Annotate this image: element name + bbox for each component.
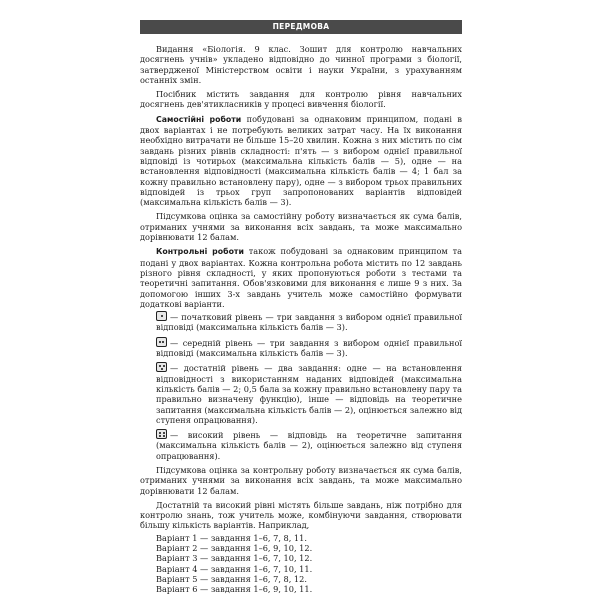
level-sufficient (140, 362, 462, 425)
preface-page (140, 20, 462, 598)
level-medium-text: — середній рівень — три завдання з вибором однієї правильної відповіді (максимальна кількість балів — 3). (156, 337, 462, 359)
list-item: Варіант 6 — завдання 1–6, 9, 10, 11. (156, 584, 313, 595)
list-item: Варіант 4 — завдання 1–6, 7, 10, 11. (156, 563, 313, 574)
preface-text (140, 44, 462, 595)
independent-summary: Підсумкова оцінка за самостійну роботу визначається як сума балів, отриманих учнями за виконання всіх завдань, та може максимально дорівнювати 12 балам. (140, 211, 462, 243)
page-title: ПЕРЕДМОВА (140, 20, 462, 34)
level-initial-text: — початковий рівень — три завдання з вибором однієї правильної відповіді (максимальна кількість балів — 3). (156, 312, 462, 333)
control-works-term: Контрольні роботи (156, 247, 244, 257)
independent-works-text: побудовані за однаковим принципом, подані в двох варіантах і не потребують великих затрат часу. На їх виконання необхідно витрачати не більше 15–20 хвилин. Кожна з них містить по сім завдань різних рівнів складності: п'ять — з вибором однієї правильної відповіді із чотирьох (максимальна кількість балів — 5), одне — на встановлення відповідності (максимальна кількість балів — 4; 1 бал за кожну правильно встановлену пару), одне — з вибором трьох правильних відповідей із трьох груп запропонованих варіантів відповідей (максимальна кількість балів — 3). (140, 113, 463, 208)
list-item: Варіант 3 — завдання 1–6, 7, 10, 12. (156, 553, 313, 564)
control-summary: Підсумкова оцінка за контрольну роботу визначається як сума балів, отриманих учнями за виконання всіх завдань, та може максимально дорівнювати 12 балам. (140, 464, 462, 496)
control-works-paragraph (140, 246, 462, 309)
variants-intro: Достатній та високий рівні містять більше завдань, ніж потрібно для контролю знань, тож учитель може, комбінуючи завдання, створювати більшу кількість варіантів. Наприклад, (140, 499, 462, 531)
level-sufficient-icon (156, 362, 167, 372)
level-high (140, 429, 462, 461)
level-initial-icon (156, 311, 167, 321)
level-high-icon (156, 429, 167, 439)
intro-paragraph-2: Посібник містить завдання для контролю рівня навчальних досягнень дев'ятикласників у процесі вивчення біології. (140, 89, 462, 110)
list-item: Варіант 5 — завдання 1–6, 7, 8, 12. (156, 573, 307, 584)
level-initial (140, 311, 462, 333)
level-high-text: — високий рівень — відповідь на теоретичне запитання (максимальна кількість балів — 2), оцінюється залежно від ступеня опрацювання). (156, 430, 462, 461)
variants-list (156, 533, 462, 595)
level-medium-icon (156, 337, 167, 347)
independent-works-paragraph (140, 114, 462, 208)
list-item: Варіант 2 — завдання 1–6, 9, 10, 12. (156, 543, 313, 554)
level-medium (140, 337, 462, 359)
level-sufficient-text: — достатній рівень — два завдання: одне — на встановлення відповідності з використанням наданих відповідей (максимальна кількість балів — 2; 0,5 бала за кожну правильно встановлену пару та правильно визначену функцію), інше — відповідь на теоретичне запитання (максимальна кількість балів — 2), оцінюється залежно від ступеня опрацювання). (156, 363, 462, 425)
list-item: Варіант 1 — завдання 1–6, 7, 8, 11. (156, 532, 307, 543)
control-works-text: також побудовані за однаковим принципом та подані у двох варіантах. Кожна контрольна робота містить по 12 завдань різного рівня складності, у яких пропонуються роботи з тестами та теоретичні запитання. Обов'язковими для виконання є лише 9 з них. За допомогою інших 3-х завдань учитель може самостійно формувати додаткові варіанти. (140, 246, 462, 309)
intro-paragraph-1: Видання «Біологія. 9 клас. Зошит для контролю навчальних досягнень учнів» укладено відповідно до чинної програми з біології, затвердженої Міністерством освіти і науки України, з урахуванням останніх змін. (140, 44, 462, 85)
independent-works-term: Самостійні роботи (156, 114, 242, 124)
